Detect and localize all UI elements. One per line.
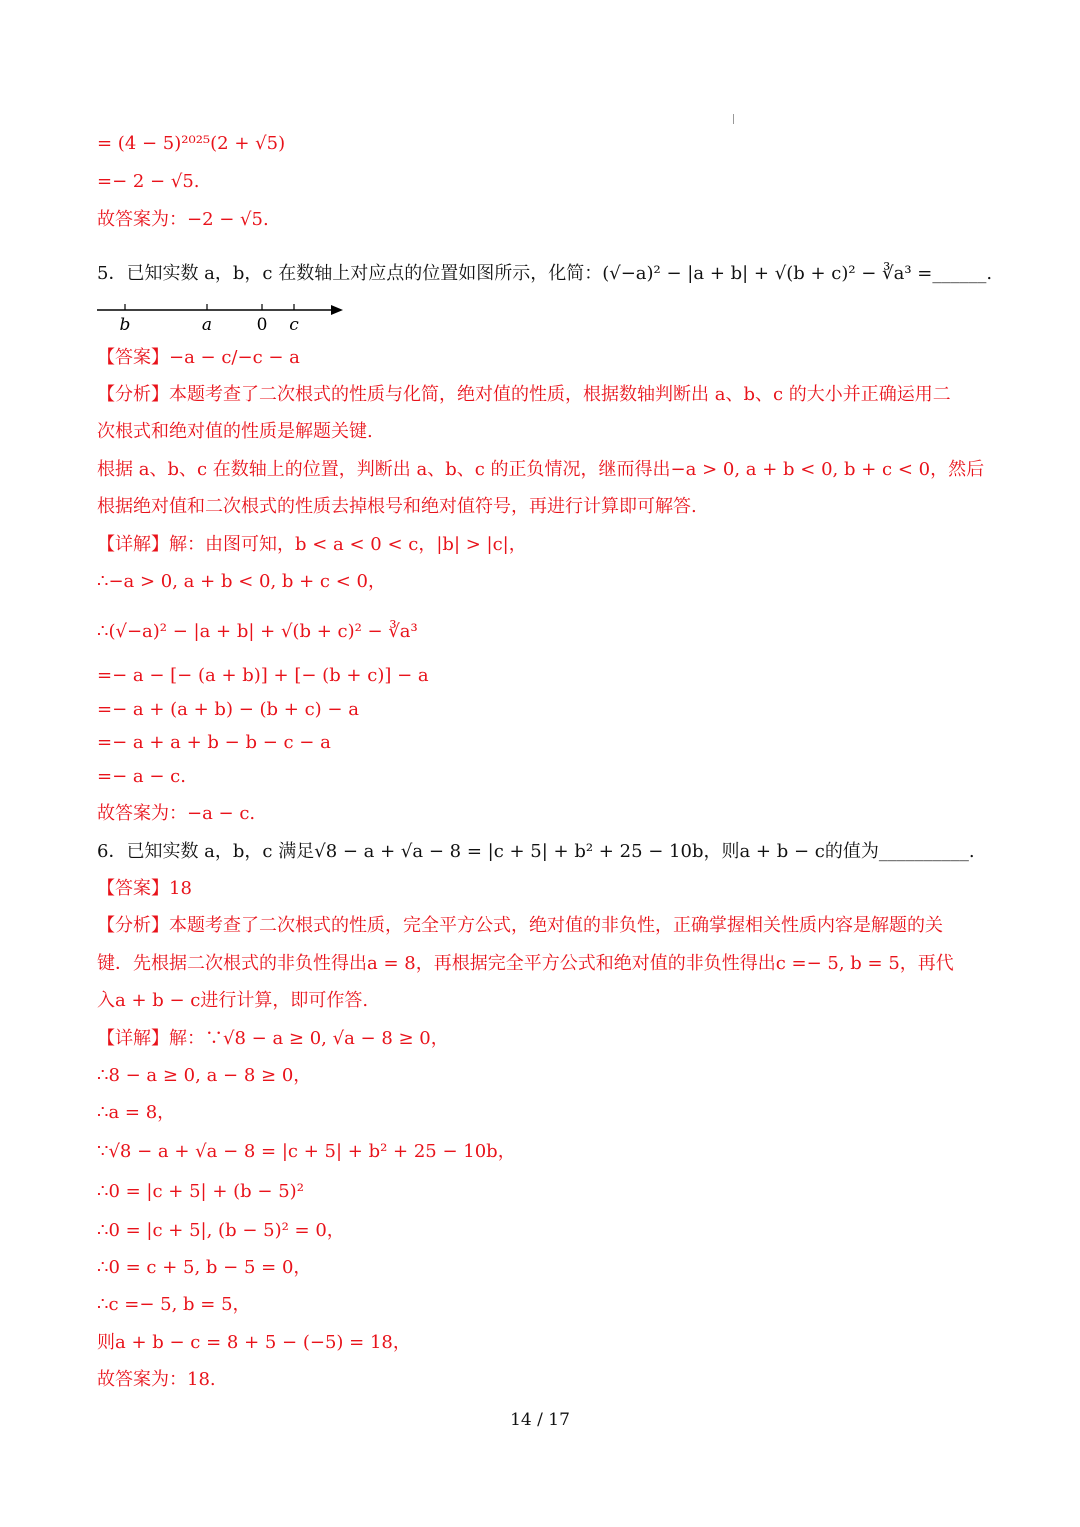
label-zero: 0 (256, 315, 268, 335)
label-c: c (289, 315, 299, 335)
text-line: ∴a = 8， (97, 1102, 176, 1123)
text-line: ∴(√−a)² − |a + b| + √(b + c)² − ∛a³ (97, 621, 418, 642)
text-line: =− 2 − √5. (97, 171, 200, 192)
text-line: 【答案】18 (97, 878, 192, 899)
text-line: 【答案】−a − c/−c − a (97, 347, 300, 368)
text-line: 【详解】解：由图可知，b < a < 0 < c，|b| > |c|， (97, 534, 527, 555)
text-line: = (4 − 5)²⁰²⁵(2 + √5) (97, 133, 286, 154)
number-line-arrow (331, 305, 343, 315)
text-line: 【分析】本题考查了二次根式的性质，完全平方公式，绝对值的非负性，正确掌握相关性质内容是解题的关 (97, 915, 943, 936)
text-line: 6．已知实数 a，b，c 满足√8 − a + √a − 8 = |c + 5| + b² + 25 − 10b，则a + b − c的值为__________. (97, 841, 975, 862)
text-line: ∴0 = c + 5, b − 5 = 0， (97, 1257, 312, 1278)
crop-mark (733, 114, 734, 124)
text-line: =− a + a + b − b − c − a (97, 732, 331, 753)
text-line: ∴8 − a ≥ 0, a − 8 ≥ 0， (97, 1065, 312, 1086)
text-line: 入a + b − c进行计算，即可作答. (97, 990, 369, 1011)
label-b: b (119, 315, 131, 335)
text-line: =− a − c. (97, 766, 186, 787)
text-line: 【分析】本题考查了二次根式的性质与化简，绝对值的性质，根据数轴判断出 a、b、c 的大小并正确运用二 (97, 384, 951, 405)
text-line: 键．先根据二次根式的非负性得出a = 8，再根据完全平方公式和绝对值的非负性得出c =− 5, b = 5，再代 (97, 953, 954, 974)
page-number: 14 / 17 (510, 1410, 570, 1430)
text-line: 根据绝对值和二次根式的性质去掉根号和绝对值符号，再进行计算即可解答. (97, 496, 697, 517)
text-line: ∴c =− 5, b = 5， (97, 1294, 251, 1315)
text-line: 【详解】解：∵√8 − a ≥ 0, √a − 8 ≥ 0， (97, 1028, 449, 1049)
label-a: a (201, 315, 213, 335)
text-line: ∵√8 − a + √a − 8 = |c + 5| + b² + 25 − 10b， (97, 1141, 516, 1162)
text-line: 故答案为：−a − c. (97, 803, 256, 824)
text-line: 根据 a、b、c 在数轴上的位置，判断出 a、b、c 的正负情况，继而得出−a > 0, a + b < 0, b + c < 0，然后 (97, 459, 985, 480)
text-line: ∴0 = |c + 5|, (b − 5)² = 0， (97, 1220, 345, 1241)
text-line: 次根式和绝对值的性质是解题关键. (97, 421, 373, 442)
text-line: 故答案为：18. (97, 1369, 216, 1390)
text-line: ∴−a > 0, a + b < 0, b + c < 0， (97, 571, 386, 592)
text-line: ∴0 = |c + 5| + (b − 5)² (97, 1181, 304, 1202)
text-line: =− a + (a + b) − (b + c) − a (97, 699, 359, 720)
text-line: 5．已知实数 a，b，c 在数轴上对应点的位置如图所示，化简：(√−a)² − |a + b| + √(b + c)² − ∛a³ =______. (97, 263, 993, 284)
text-line: =− a − [− (a + b)] + [− (b + c)] − a (97, 665, 429, 686)
text-line: 故答案为：−2 − √5. (97, 209, 269, 230)
text-line: 则a + b − c = 8 + 5 − (−5) = 18， (97, 1332, 411, 1353)
number-line-figure (97, 296, 357, 336)
